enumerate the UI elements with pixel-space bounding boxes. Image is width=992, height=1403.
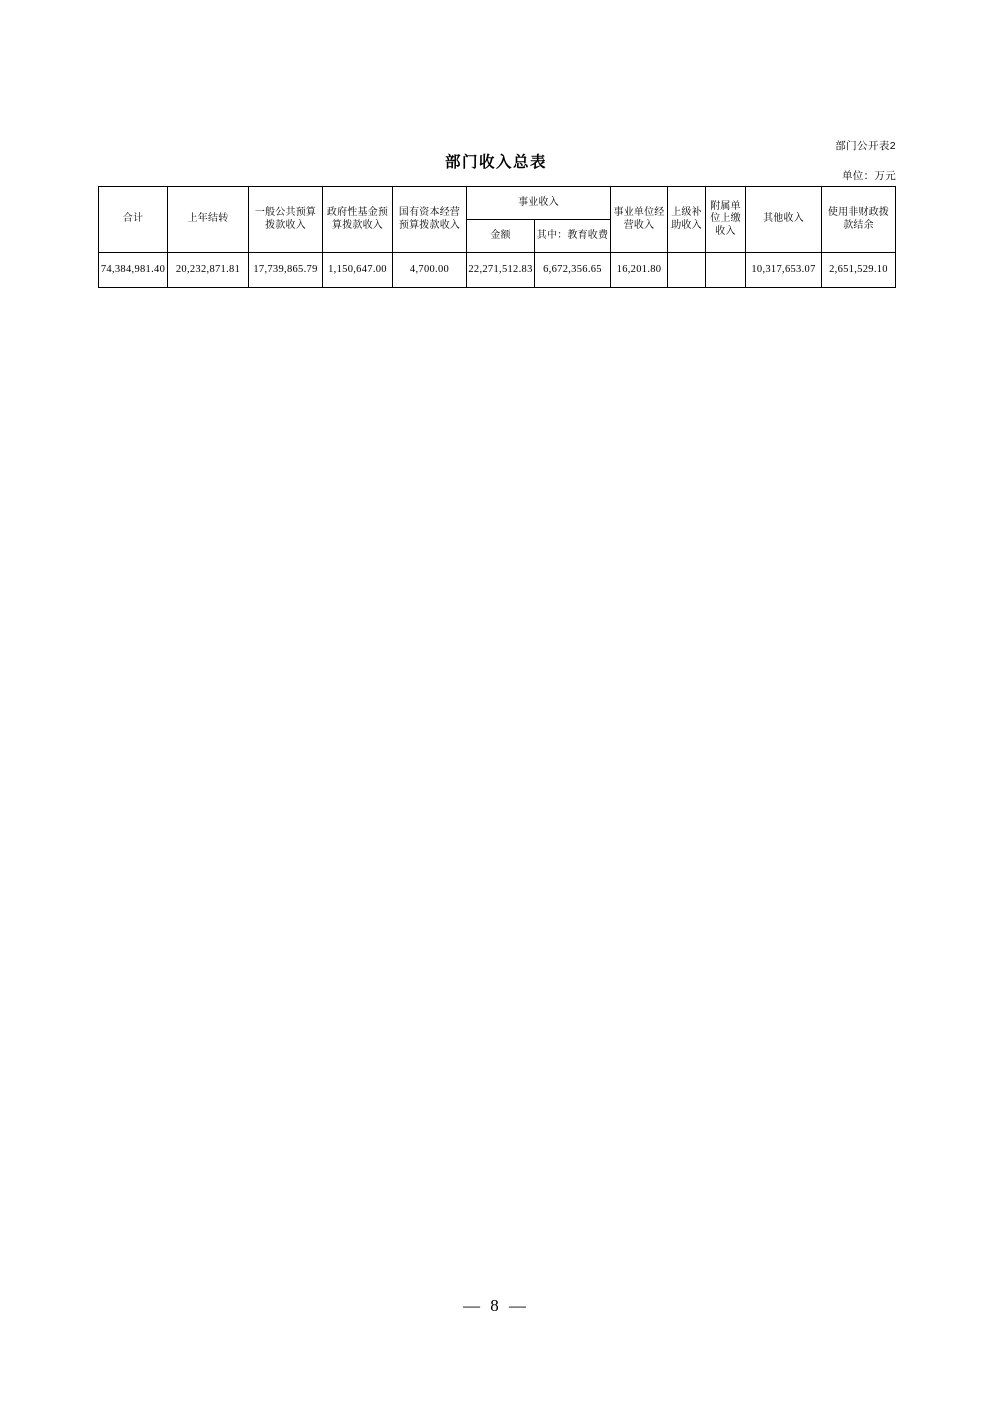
table-row bbox=[99, 253, 896, 288]
table-body bbox=[99, 253, 896, 288]
cell-business-income-education: 6,672,356.65 bbox=[535, 253, 611, 288]
header-other-income: 其他收入 bbox=[746, 187, 822, 253]
header-general-public-budget: 一般公共预算拨款收入 bbox=[249, 187, 323, 253]
header-superior-subsidy: 上级补助收入 bbox=[668, 187, 706, 253]
cell-non-fiscal-surplus: 2,651,529.10 bbox=[822, 253, 896, 288]
header-business-income: 事业收入 bbox=[467, 187, 611, 220]
cell-business-income-amount: 22,271,512.83 bbox=[467, 253, 535, 288]
header-government-fund-budget: 政府性基金预算拨款收入 bbox=[323, 187, 393, 253]
cell-total: 74,384,981.40 bbox=[99, 253, 168, 288]
cell-subordinate-remittance bbox=[706, 253, 746, 288]
header-non-fiscal-surplus: 使用非财政拨款结余 bbox=[822, 187, 896, 253]
form-tag-label: 部门公开表2 bbox=[835, 140, 896, 152]
page-number: — 8 — bbox=[463, 1296, 529, 1315]
department-income-summary-table bbox=[98, 186, 896, 288]
unit-label: 单位：万元 bbox=[842, 170, 896, 182]
header-business-unit-operating: 事业单位经营收入 bbox=[611, 187, 668, 253]
header-business-income-amount: 金额 bbox=[467, 220, 535, 253]
table-header-row-1 bbox=[99, 187, 896, 220]
cell-carryover: 20,232,871.81 bbox=[168, 253, 249, 288]
cell-general-public-budget: 17,739,865.79 bbox=[249, 253, 323, 288]
header-carryover: 上年结转 bbox=[168, 187, 249, 253]
cell-business-unit-operating: 16,201.80 bbox=[611, 253, 668, 288]
cell-other-income: 10,317,653.07 bbox=[746, 253, 822, 288]
page-title: 部门收入总表 bbox=[444, 154, 547, 171]
cell-state-capital-budget: 4,700.00 bbox=[393, 253, 467, 288]
header-subordinate-remittance: 附属单位上缴收入 bbox=[706, 187, 746, 253]
header-total: 合计 bbox=[99, 187, 168, 253]
header-business-income-education: 其中：教育收费 bbox=[535, 220, 611, 253]
cell-superior-subsidy bbox=[668, 253, 706, 288]
cell-government-fund-budget: 1,150,647.00 bbox=[323, 253, 393, 288]
budget-table-container bbox=[98, 186, 895, 288]
table-header bbox=[99, 187, 896, 253]
header-state-capital-budget: 国有资本经营预算拨款收入 bbox=[393, 187, 467, 253]
